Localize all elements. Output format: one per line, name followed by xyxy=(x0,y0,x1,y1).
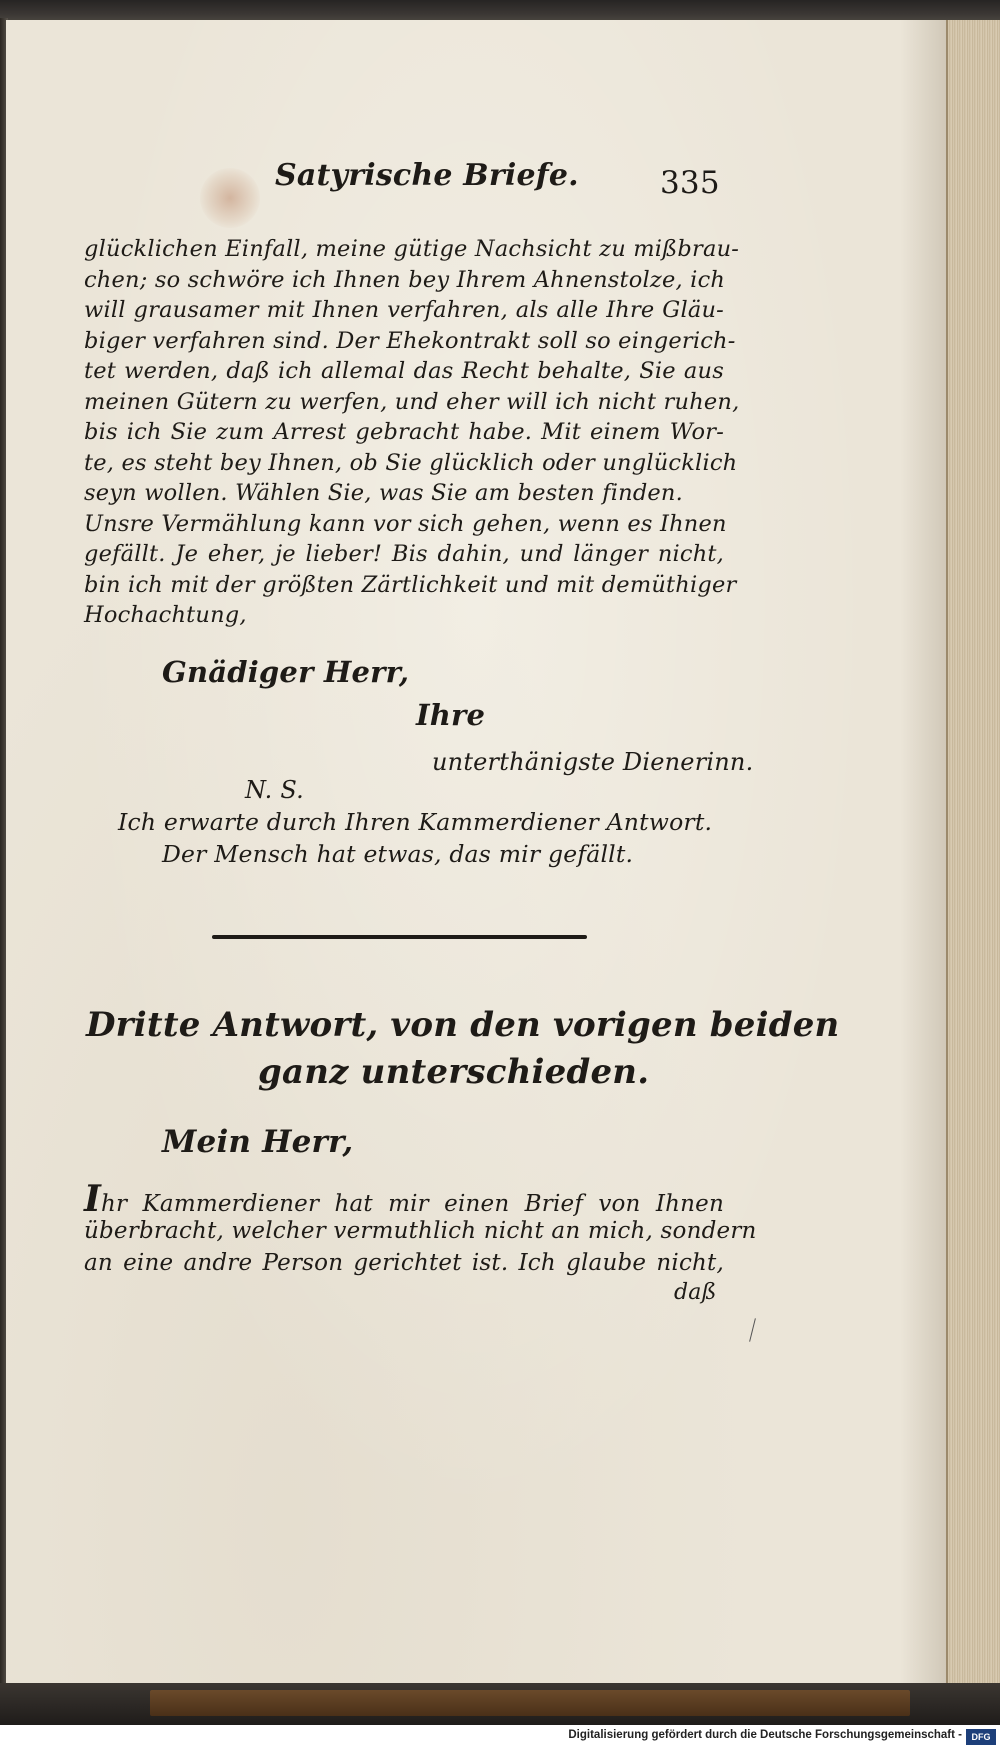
closing-ihre: Ihre xyxy=(416,698,486,732)
text-line: überbracht, welcher vermuthlich nicht an mich, sondern xyxy=(84,1218,757,1244)
gutter-shadow xyxy=(900,20,946,1688)
section-greeting: Mein Herr, xyxy=(162,1124,354,1160)
text-line: glücklichen Einfall, meine gütige Nachsicht zu mißbrau- xyxy=(84,236,740,262)
first-line-text: hr Kammerdiener hat mir einen Brief von Ihnen xyxy=(101,1191,724,1217)
text-line: gefällt. Je eher, je lieber! Bis dahin, und länger nicht, xyxy=(84,541,724,567)
text-line: will grausamer mit Ihnen verfahren, als alle Ihre Gläu- xyxy=(84,297,724,323)
footer-credit: Digitalisierung gefördert durch die Deutsche Forschungsgemeinschaft - xyxy=(568,1729,962,1741)
postscript-label: N. S. xyxy=(245,776,304,804)
dfg-logo[interactable]: DFG xyxy=(966,1729,996,1745)
text-line: Unsre Vermählung kann vor sich gehen, wenn es Ihnen xyxy=(84,510,727,537)
page-number: 335 xyxy=(660,165,720,201)
text-line: biger verfahren sind. Der Ehekontrakt soll so eingerich- xyxy=(84,327,736,354)
section-body xyxy=(84,1178,757,1279)
letter-salutation: Gnädiger Herr, xyxy=(162,655,410,689)
running-head: Satyrische Briefe. xyxy=(275,158,579,193)
text-line: tet werden, daß ich allemal das Recht behalte, Sie aus xyxy=(84,358,724,384)
paper-stain xyxy=(200,168,260,228)
postscript-line: Der Mensch hat etwas, das mir gefällt. xyxy=(162,840,634,868)
text-line: bin ich mit der größten Zärtlichkeit und mit demüthiger xyxy=(84,571,737,598)
text-line: Hochachtung, xyxy=(84,602,247,628)
section-heading-continued: ganz unterschieden. xyxy=(258,1052,650,1092)
text-line: an eine andre Person gerichtet ist. Ich glaube nicht, xyxy=(84,1250,724,1276)
cover-edge xyxy=(150,1690,910,1716)
section-heading: Dritte Antwort, von den vorigen beiden xyxy=(86,1005,840,1045)
letter-signature: unterthänigste Dienerinn. xyxy=(432,748,754,776)
text-line: seyn wollen. Wählen Sie, was Sie am besten finden. xyxy=(84,480,683,506)
postscript-line: Ich erwarte durch Ihren Kammerdiener Antwort. xyxy=(118,808,713,836)
page-edges-stack xyxy=(946,20,1000,1688)
catchword: daß xyxy=(674,1280,717,1305)
footer-bar xyxy=(0,1725,1000,1749)
section-divider xyxy=(212,935,587,939)
text-line: meinen Gütern zu werfen, und eher will ich nicht ruhen, xyxy=(84,388,740,415)
binding-top xyxy=(0,0,1000,22)
letter-body xyxy=(84,234,740,631)
first-text-line xyxy=(84,1178,724,1220)
drop-capital: I xyxy=(84,1178,102,1220)
text-line: te, es steht bey Ihnen, ob Sie glücklich oder unglücklich xyxy=(84,449,738,476)
text-line: chen; so schwöre ich Ihnen bey Ihrem Ahnenstolze, ich xyxy=(84,266,726,293)
text-line: bis ich Sie zum Arrest gebracht habe. Mit einem Wor- xyxy=(84,419,724,445)
